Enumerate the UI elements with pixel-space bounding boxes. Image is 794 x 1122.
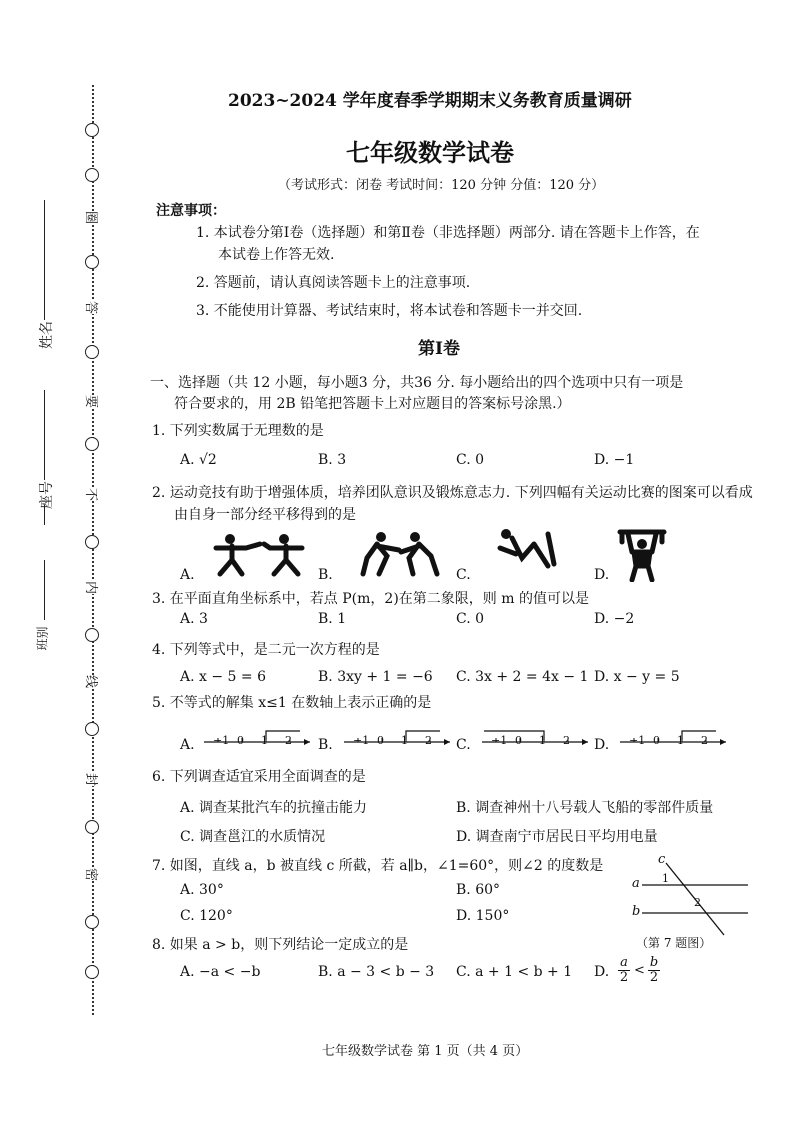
number-line-tick-label: −1	[629, 734, 646, 747]
question-stem: 8. 如果 a > b，则下列结论一定成立的是	[152, 937, 409, 953]
less-than: <	[634, 963, 645, 978]
question-stem-cont: 由自身一部分经平移得到的是	[174, 507, 356, 523]
option-d: D. x − y = 5	[594, 669, 680, 685]
solution-bracket	[682, 731, 716, 740]
fraction-num: b	[649, 955, 659, 970]
binding-circle	[85, 535, 99, 549]
exam-info: （考试形式：闭卷 考试时间：120 分钟 分值：120 分）	[278, 178, 605, 193]
binding-char: 不	[83, 488, 102, 501]
notice-item: 1. 本试卷分第Ⅰ卷（选择题）和第Ⅱ卷（非选择题）两部分. 请在答题卡上作答，在	[196, 225, 700, 241]
option-d: D.	[594, 567, 610, 583]
number-line-tick-label: 0	[515, 734, 522, 747]
question-stem: 7. 如图，直线 a，b 被直线 c 所截，若 a∥b，∠1=60°，则∠2 的度数是	[152, 858, 604, 874]
binding-circle	[85, 168, 99, 182]
notice-item: 2. 答题前，请认真阅读答题卡上的注意事项.	[196, 275, 471, 291]
option-b: B.	[318, 737, 333, 753]
binding-circle	[85, 437, 99, 451]
option-a: A. 30°	[180, 882, 224, 898]
number-line-tick-label: 0	[653, 734, 660, 747]
option-d: D. 150°	[456, 908, 510, 924]
notice-item: 3. 不能使用计算器、考试结束时，将本试卷和答题卡一并交回.	[196, 303, 583, 319]
line-a-label: a	[632, 876, 640, 891]
question-stem: 4. 下列等式中，是二元一次方程的是	[152, 642, 380, 658]
fraction-b	[648, 956, 660, 985]
number-line-tick-label: 1	[401, 734, 408, 747]
notice-heading: 注意事项：	[156, 203, 226, 219]
binding-char: 要	[83, 395, 102, 408]
solution-bracket	[266, 731, 300, 740]
number-line-arrow	[720, 739, 726, 745]
option-b: B. 60°	[456, 882, 501, 898]
solution-bracket	[406, 731, 440, 740]
fraction-num: a	[618, 956, 630, 971]
line-c-label: c	[658, 852, 666, 867]
diving-pictogram-image	[492, 524, 564, 574]
number-line-tick-label: −1	[213, 734, 230, 747]
question-stem: 6. 下列调查适宜采用全面调查的是	[152, 769, 366, 785]
question-stem: 2. 运动竞技有助于增强体质，培养团队意识及锻炼意志力. 下列四幅有关运动比赛的图案可以看成	[152, 485, 753, 501]
wrestling-pictogram-image	[355, 528, 445, 578]
option-b: B. 3xy + 1 = −6	[318, 669, 433, 685]
option-c: C. 3x + 2 = 4x − 1	[456, 669, 589, 685]
angle-1-label: 1	[662, 872, 669, 885]
binding-circle	[85, 123, 99, 137]
number-line-tick-label: 0	[237, 734, 244, 747]
number-line-tick-label: 2	[563, 734, 570, 747]
page-footer: 七年级数学试卷 第 1 页（共 4 页）	[322, 1044, 529, 1059]
seat-field-line[interactable]	[44, 390, 45, 480]
class-label: 班别	[35, 626, 50, 651]
option-a: A. x − 5 = 6	[180, 669, 266, 685]
notice-item: 本试卷上作答无效.	[218, 247, 335, 263]
option-d: D. −1	[594, 452, 635, 468]
number-line-tick-label: 1	[261, 734, 268, 747]
binding-char: 密	[83, 868, 102, 881]
section-instructions-2: 符合要求的，用 2B 铅笔把答题卡上对应题目的答案标号涂黑.）	[174, 396, 571, 412]
option-d: D. 调查南宁市居民日平均用电量	[456, 829, 658, 845]
option-a: A.	[180, 567, 195, 583]
name-label: 姓名	[39, 321, 55, 349]
number-line-tick-label: 2	[425, 734, 432, 747]
binding-circle	[85, 345, 99, 359]
number-line-tick-label: 1	[539, 734, 546, 747]
binding-circle	[85, 820, 99, 834]
option-d: D.	[594, 964, 610, 980]
number-line-tick-label: −1	[491, 734, 508, 747]
seat-label: 座号	[39, 481, 55, 509]
option-a: A. 调查某批汽车的抗撞击能力	[180, 800, 368, 816]
number-line-tick-label: 0	[377, 734, 384, 747]
option-d: D.	[594, 737, 610, 753]
question-stem: 1. 下列实数属于无理数的是	[152, 423, 324, 439]
number-line-arrow	[304, 739, 310, 745]
option-a: A.	[180, 737, 195, 753]
option-c: C.	[456, 567, 471, 583]
question-stem: 5. 不等式的解集 x≤1 在数轴上表示正确的是	[152, 695, 432, 711]
option-c: C. a + 1 < b + 1	[456, 964, 573, 980]
figure-caption: （第 7 题图）	[636, 936, 712, 950]
number-line-arrow	[444, 739, 450, 745]
option-c: C. 0	[456, 452, 485, 468]
class-field-line[interactable]	[44, 560, 45, 620]
binding-circle	[85, 722, 99, 736]
page-title: 七年级数学试卷	[346, 138, 514, 167]
number-line-arrow	[582, 739, 588, 745]
number-line-tick-label: 1	[677, 734, 684, 747]
fraction-a	[618, 956, 630, 985]
option-c: C. 0	[456, 611, 485, 627]
option-a: A. √2	[180, 452, 217, 468]
option-a: A. −a < −b	[180, 964, 261, 980]
name-field-line[interactable]	[44, 200, 45, 320]
part-heading: 第Ⅰ卷	[418, 339, 460, 359]
binding-circle	[85, 628, 99, 642]
number-line-tick-label: −1	[353, 734, 370, 747]
seat-field-line-2[interactable]	[44, 505, 45, 525]
option-b: B. 3	[318, 452, 347, 468]
option-c: C. 120°	[180, 908, 233, 924]
option-d: D. −2	[594, 611, 635, 627]
binding-char: 内	[83, 581, 102, 594]
option-b: B. a − 3 < b − 3	[318, 964, 435, 980]
number-line-tick-label: 2	[285, 734, 292, 747]
binding-circle	[85, 255, 99, 269]
fencing-pictogram-image	[208, 530, 312, 578]
binding-char: 圈	[83, 211, 102, 224]
binding-char: 线	[83, 675, 102, 688]
binding-circle	[85, 915, 99, 929]
binding-char: 封	[83, 773, 102, 786]
line-b-label: b	[632, 904, 641, 919]
option-b: B. 调查神州十八号载人飞船的零部件质量	[456, 800, 714, 816]
question-stem: 3. 在平面直角坐标系中，若点 P(m，2)在第二象限，则 m 的值可以是	[152, 591, 589, 607]
binding-circle	[85, 965, 99, 979]
option-c: C. 调查邕江的水质情况	[180, 829, 326, 845]
exam-series-title: 2023~2024 学年度春季学期期末义务教育质量调研	[228, 91, 632, 111]
option-b: B. 1	[318, 611, 347, 627]
fraction-den: 2	[649, 970, 659, 985]
number-line-tick-label: 2	[701, 734, 708, 747]
weightlifting-pictogram-image	[614, 528, 670, 582]
binding-char: 答	[83, 301, 102, 314]
fraction-den: 2	[619, 970, 629, 985]
angle-2-label: 2	[694, 896, 701, 909]
parallel-lines-figure	[626, 855, 756, 940]
option-a: A. 3	[180, 611, 208, 627]
option-b: B.	[318, 567, 333, 583]
option-c: C.	[456, 737, 471, 753]
section-instructions: 一、选择题（共 12 小题，每小题3 分，共36 分. 每小题给出的四个选项中只有一项是	[150, 375, 684, 391]
